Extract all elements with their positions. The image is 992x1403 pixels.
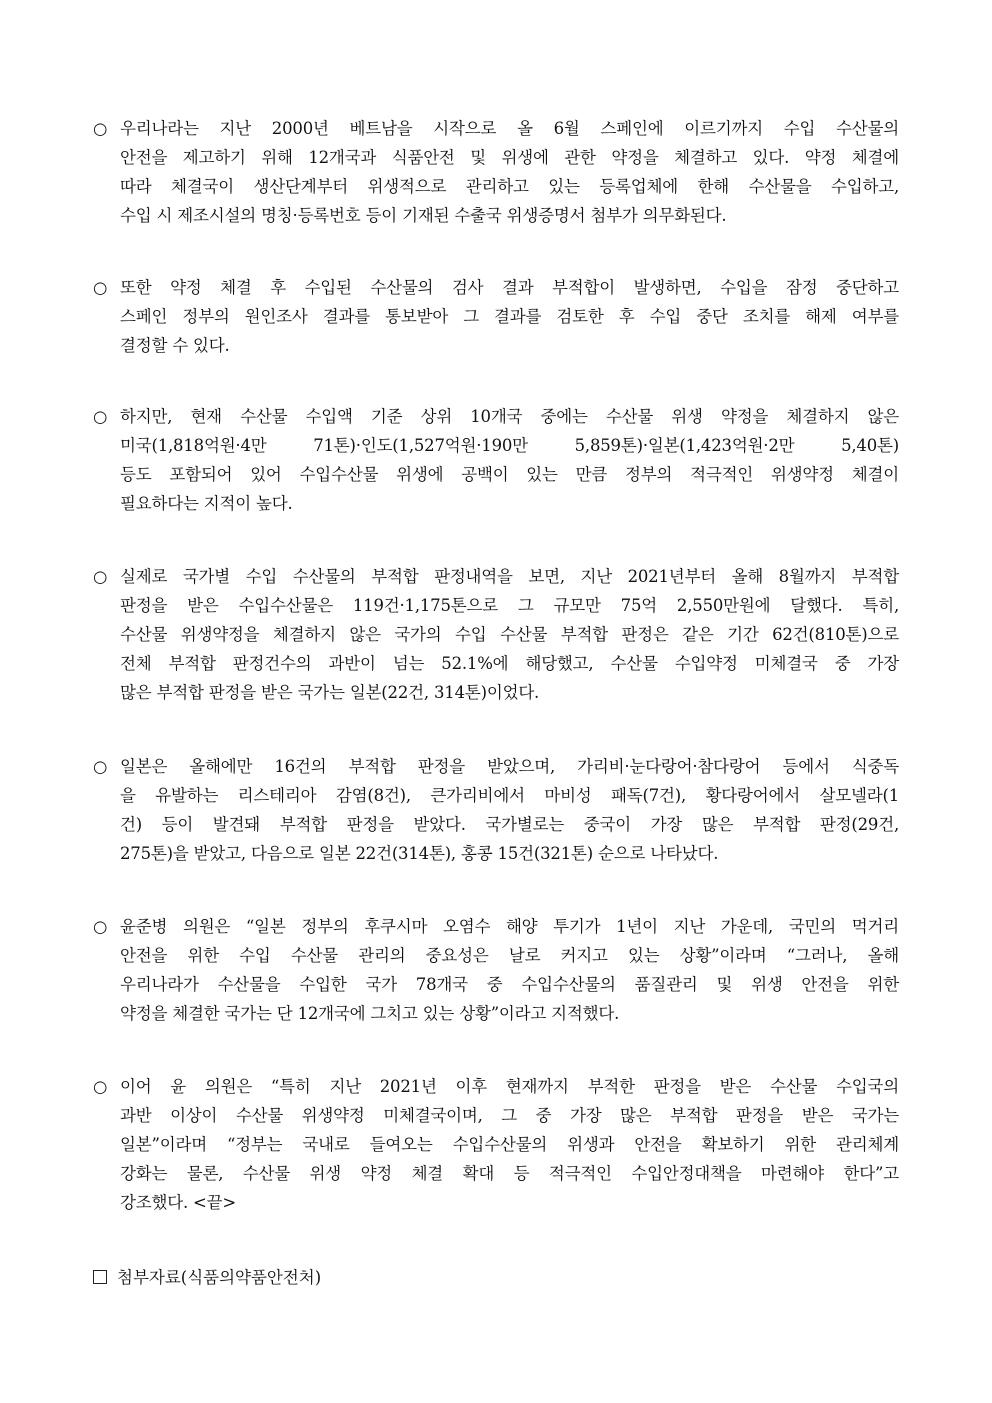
paragraph-2 (93, 273, 899, 360)
circle-bullet-icon: ○ (93, 119, 108, 138)
paragraph-line: 수산물 위생약정을 체결하지 않은 국가의 수입 수산물 부적합 판정은 같은 기간 62건(810톤)으로 (120, 625, 899, 644)
circle-bullet-icon: ○ (93, 278, 108, 297)
paragraph-line: 스페인 정부의 원인조사 결과를 통보받아 그 결과를 검토한 후 수입 중단 조치를 해제 여부를 (120, 307, 899, 326)
attachment-note (93, 1263, 321, 1292)
paragraph-line: ○ 실제로 국가별 수입 수산물의 부적합 판정내역을 보면, 지난 2021년부터 올해 8월까지 부적합 (93, 562, 899, 591)
paragraph-line: 우리나라가 수산물을 수입한 국가 78개국 중 수입수산물의 품질관리 및 위생 안전을 위한 (120, 975, 899, 994)
paragraph-line: ○ 우리나라는 지난 2000년 베트남을 시작으로 올 6월 스페인에 이르기까지 수입 수산물의 (93, 114, 899, 143)
paragraph-line: 일본”이라며 “정부는 국내로 들여오는 수입수산물의 위생과 안전을 확보하기 위한 관리체계 (120, 1135, 899, 1154)
paragraph-7 (93, 1072, 899, 1217)
paragraph-line: ○ 윤준병 의원은 “일본 정부의 후쿠시마 오염수 해양 투기가 1년이 지난 가운데, 국민의 먹거리 (93, 912, 899, 941)
paragraph-line: 안전을 위한 수입 수산물 관리의 중요성은 날로 커지고 있는 상황”이라며 “그러나, 올해 (120, 946, 899, 965)
circle-bullet-icon: ○ (93, 757, 108, 776)
paragraph-line: ○ 이어 윤 의원은 “특히 지난 2021년 이후 현재까지 부적한 판정을 받은 수산물 수입국의 (93, 1072, 899, 1101)
paragraph-4 (93, 562, 899, 707)
circle-bullet-icon: ○ (93, 567, 108, 586)
circle-bullet-icon: ○ (93, 407, 108, 426)
paragraph-line: ○ 일본은 올해에만 16건의 부적합 판정을 받았으며, 가리비·눈다랑어·참다랑어 등에서 식중독 (93, 752, 899, 781)
paragraph-6 (93, 912, 899, 1028)
paragraph-line: 건) 등이 발견돼 부적합 판정을 받았다. 국가별로는 중국이 가장 많은 부적합 판정(29건, (120, 815, 899, 834)
paragraph-5 (93, 752, 899, 868)
paragraph-line: ○ 하지만, 현재 수산물 수입액 기준 상위 10개국 중에는 수산물 위생 약정을 체결하지 않은 (93, 402, 899, 431)
paragraph-line: 안전을 제고하기 위해 12개국과 식품안전 및 위생에 관한 약정을 체결하고 있다. 약정 체결에 (120, 148, 899, 167)
paragraph-line: 필요하다는 지적이 높다. (120, 494, 293, 513)
paragraph-line: 275톤)을 받았고, 다음으로 일본 22건(314톤), 홍콩 15건(321톤) 순으로 나타났다. (120, 844, 719, 863)
paragraph-line: ○ 또한 약정 체결 후 수입된 수산물의 검사 결과 부적합이 발생하면, 수입을 잠정 중단하고 (93, 273, 899, 302)
paragraph-line: 을 유발하는 리스테리아 감염(8건), 큰가리비에서 마비성 패독(7건), 황다랑어에서 살모넬라(1 (120, 786, 899, 805)
paragraph-line: 많은 부적합 판정을 받은 국가는 일본(22건, 314톤)이었다. (120, 683, 540, 702)
paragraph-line: 수입 시 제조시설의 명칭·등록번호 등이 기재된 수출국 위생증명서 첨부가 의무화된다. (120, 206, 727, 225)
paragraph-line: 미국(1,818억원·4만 71톤)·인도(1,527억원·190만 5,859톤)·일본(1,423억원·2만 5,40톤) (120, 436, 899, 455)
square-box-icon (93, 1270, 107, 1284)
attachment-label: 첨부자료(식품의약품안전처) (117, 1268, 322, 1287)
paragraph-line: 과반 이상이 수산물 위생약정 미체결국이며, 그 중 가장 많은 부적합 판정을 받은 국가는 (120, 1106, 899, 1125)
paragraph-line: 전체 부적합 판정건수의 과반이 넘는 52.1%에 해당했고, 수산물 수입약정 미체결국 중 가장 (120, 654, 899, 673)
paragraph-line: 강조했다. <끝> (120, 1193, 237, 1212)
paragraph-line: 따라 체결국이 생산단계부터 위생적으로 관리하고 있는 등록업체에 한해 수산물을 수입하고, (120, 177, 899, 196)
paragraph-1 (93, 114, 899, 230)
paragraph-3 (93, 402, 899, 518)
paragraph-line: 약정을 체결한 국가는 단 12개국에 그치고 있는 상황”이라고 지적했다. (120, 1004, 620, 1023)
paragraph-line: 등도 포함되어 있어 수입수산물 위생에 공백이 있는 만큼 정부의 적극적인 위생약정 체결이 (120, 465, 899, 484)
circle-bullet-icon: ○ (93, 917, 108, 936)
paragraph-line: 결정할 수 있다. (120, 336, 230, 355)
paragraph-line: 판정을 받은 수입수산물은 119건·1,175톤으로 그 규모만 75억 2,550만원에 달했다. 특히, (120, 596, 899, 615)
paragraph-line: 강화는 물론, 수산물 위생 약정 체결 확대 등 적극적인 수입안정대책을 마련해야 한다”고 (120, 1164, 899, 1183)
circle-bullet-icon: ○ (93, 1077, 108, 1096)
